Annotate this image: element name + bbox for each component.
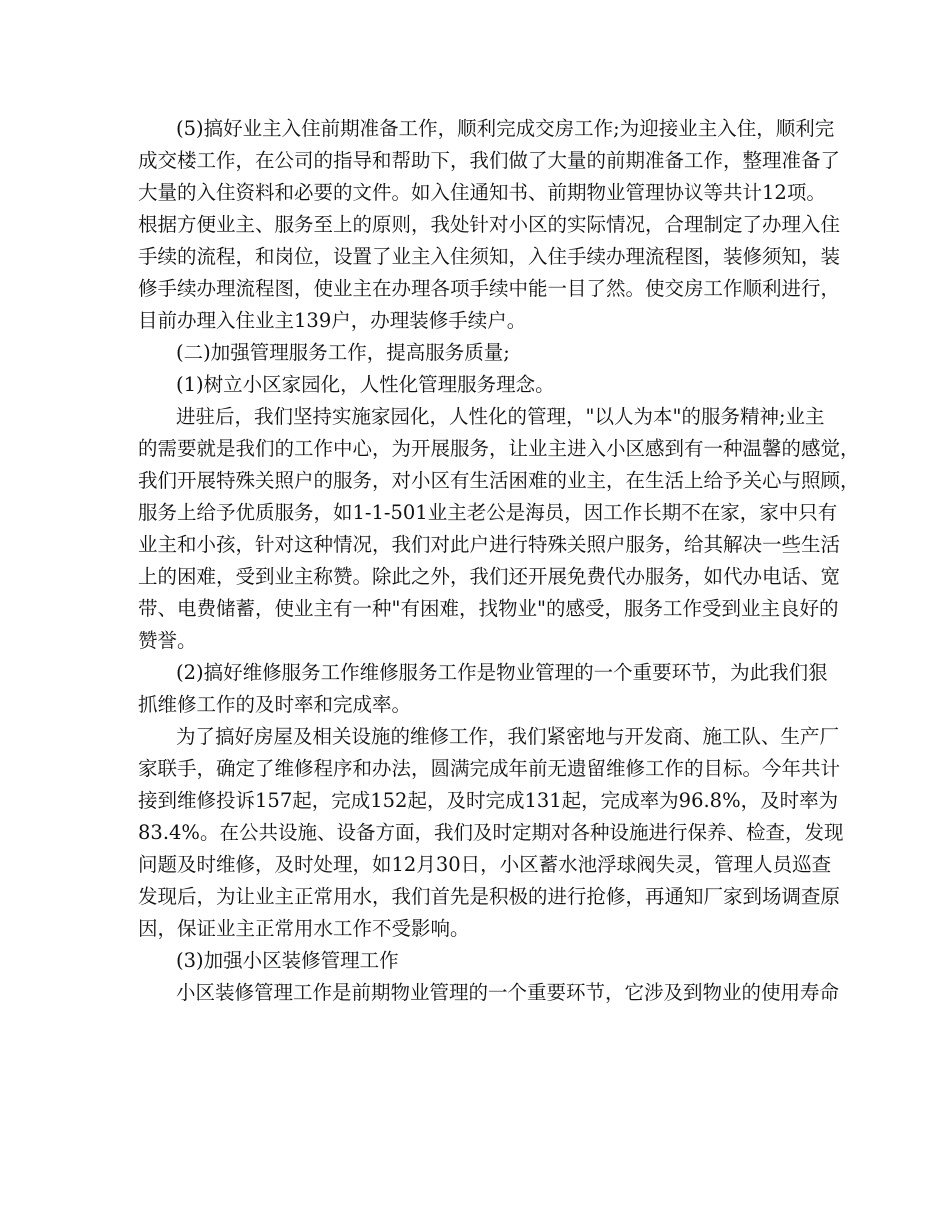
text-line: 小区装修管理工作是前期物业管理的一个重要环节，它涉及到物业的使用寿命 bbox=[176, 981, 840, 1004]
text-line: (2)搞好维修服务工作维修服务工作是物业管理的一个重要环节，为此我们狠 bbox=[176, 661, 828, 684]
text-line: 83.4%。在公共设施、设备方面，我们及时定期对各种设施进行保养、检查，发现 bbox=[138, 821, 844, 844]
section-heading: (二)加强管理服务工作，提高服务质量; bbox=[176, 341, 510, 364]
text-line: 大量的入住资料和必要的文件。如入住通知书、前期物业管理协议等共计12项。 bbox=[138, 181, 826, 204]
text-line: 上的困难，受到业主称赞。除此之外，我们还开展免费代办服务，如代办电话、宽 bbox=[138, 565, 841, 588]
text-line: 的需要就是我们的工作中心，为开展服务，让业主进入小区感到有一种温馨的感觉， bbox=[138, 437, 860, 460]
text-line: 我们开展特殊关照户的服务，对小区有生活困难的业主，在生活上给予关心与照顾， bbox=[138, 469, 860, 492]
subsection-heading: (1)树立小区家园化，人性化管理服务理念。 bbox=[176, 373, 555, 396]
text-line: 发现后，为让业主正常用水，我们首先是积极的进行抢修，再通知厂家到场调查原 bbox=[138, 885, 841, 908]
text-line: 手续的流程，和岗位，设置了业主入住须知，入住手续办理流程图，装修须知，装 bbox=[138, 245, 841, 268]
text-line: 赞誉。 bbox=[138, 629, 197, 652]
text-line: 接到维修投诉157起，完成152起，及时完成131起，完成率为96.8%，及时率为 bbox=[138, 789, 839, 812]
text-line: 因，保证业主正常用水工作不受影响。 bbox=[138, 917, 470, 940]
text-line: 为了搞好房屋及相关设施的维修工作，我们紧密地与开发商、施工队、生产厂 bbox=[176, 725, 840, 748]
text-line: 目前办理入住业主139户，办理装修手续户。 bbox=[138, 309, 527, 332]
text-line: 带、电费储蓄，使业主有一种"有困难，找物业"的感受，服务工作受到业主良好的 bbox=[138, 597, 839, 620]
text-line: 修手续办理流程图，使业主在办理各项手续中能一目了然。使交房工作顺利进行， bbox=[138, 277, 841, 300]
text-line: 根据方便业主、服务至上的原则，我处针对小区的实际情况，合理制定了办理入住 bbox=[138, 213, 841, 236]
text-line: 进驻后，我们坚持实施家园化，人性化的管理，"以人为本"的服务精神;业主 bbox=[176, 405, 825, 428]
subsection-heading: (3)加强小区装修管理工作 bbox=[176, 949, 399, 972]
body-text bbox=[138, 113, 860, 1009]
text-line: 服务上给予优质服务，如1-1-501业主老公是海员，因工作长期不在家，家中只有 bbox=[138, 501, 838, 524]
text-line: 抓维修工作的及时率和完成率。 bbox=[138, 693, 412, 716]
text-line: 家联手，确定了维修程序和办法，圆满完成年前无遗留维修工作的目标。今年共计 bbox=[138, 757, 841, 780]
text-line: 问题及时维修，及时处理，如12月30日，小区蓄水池浮球阀失灵，管理人员巡查 bbox=[138, 853, 832, 876]
text-line: 成交楼工作，在公司的指导和帮助下，我们做了大量的前期准备工作，整理准备了 bbox=[138, 149, 841, 172]
text-line: 业主和小孩，针对这种情况，我们对此户进行特殊关照户服务，给其解决一些生活 bbox=[138, 533, 841, 556]
text-line: (5)搞好业主入住前期准备工作，顺利完成交房工作;为迎接业主入住，顺利完 bbox=[176, 117, 835, 140]
